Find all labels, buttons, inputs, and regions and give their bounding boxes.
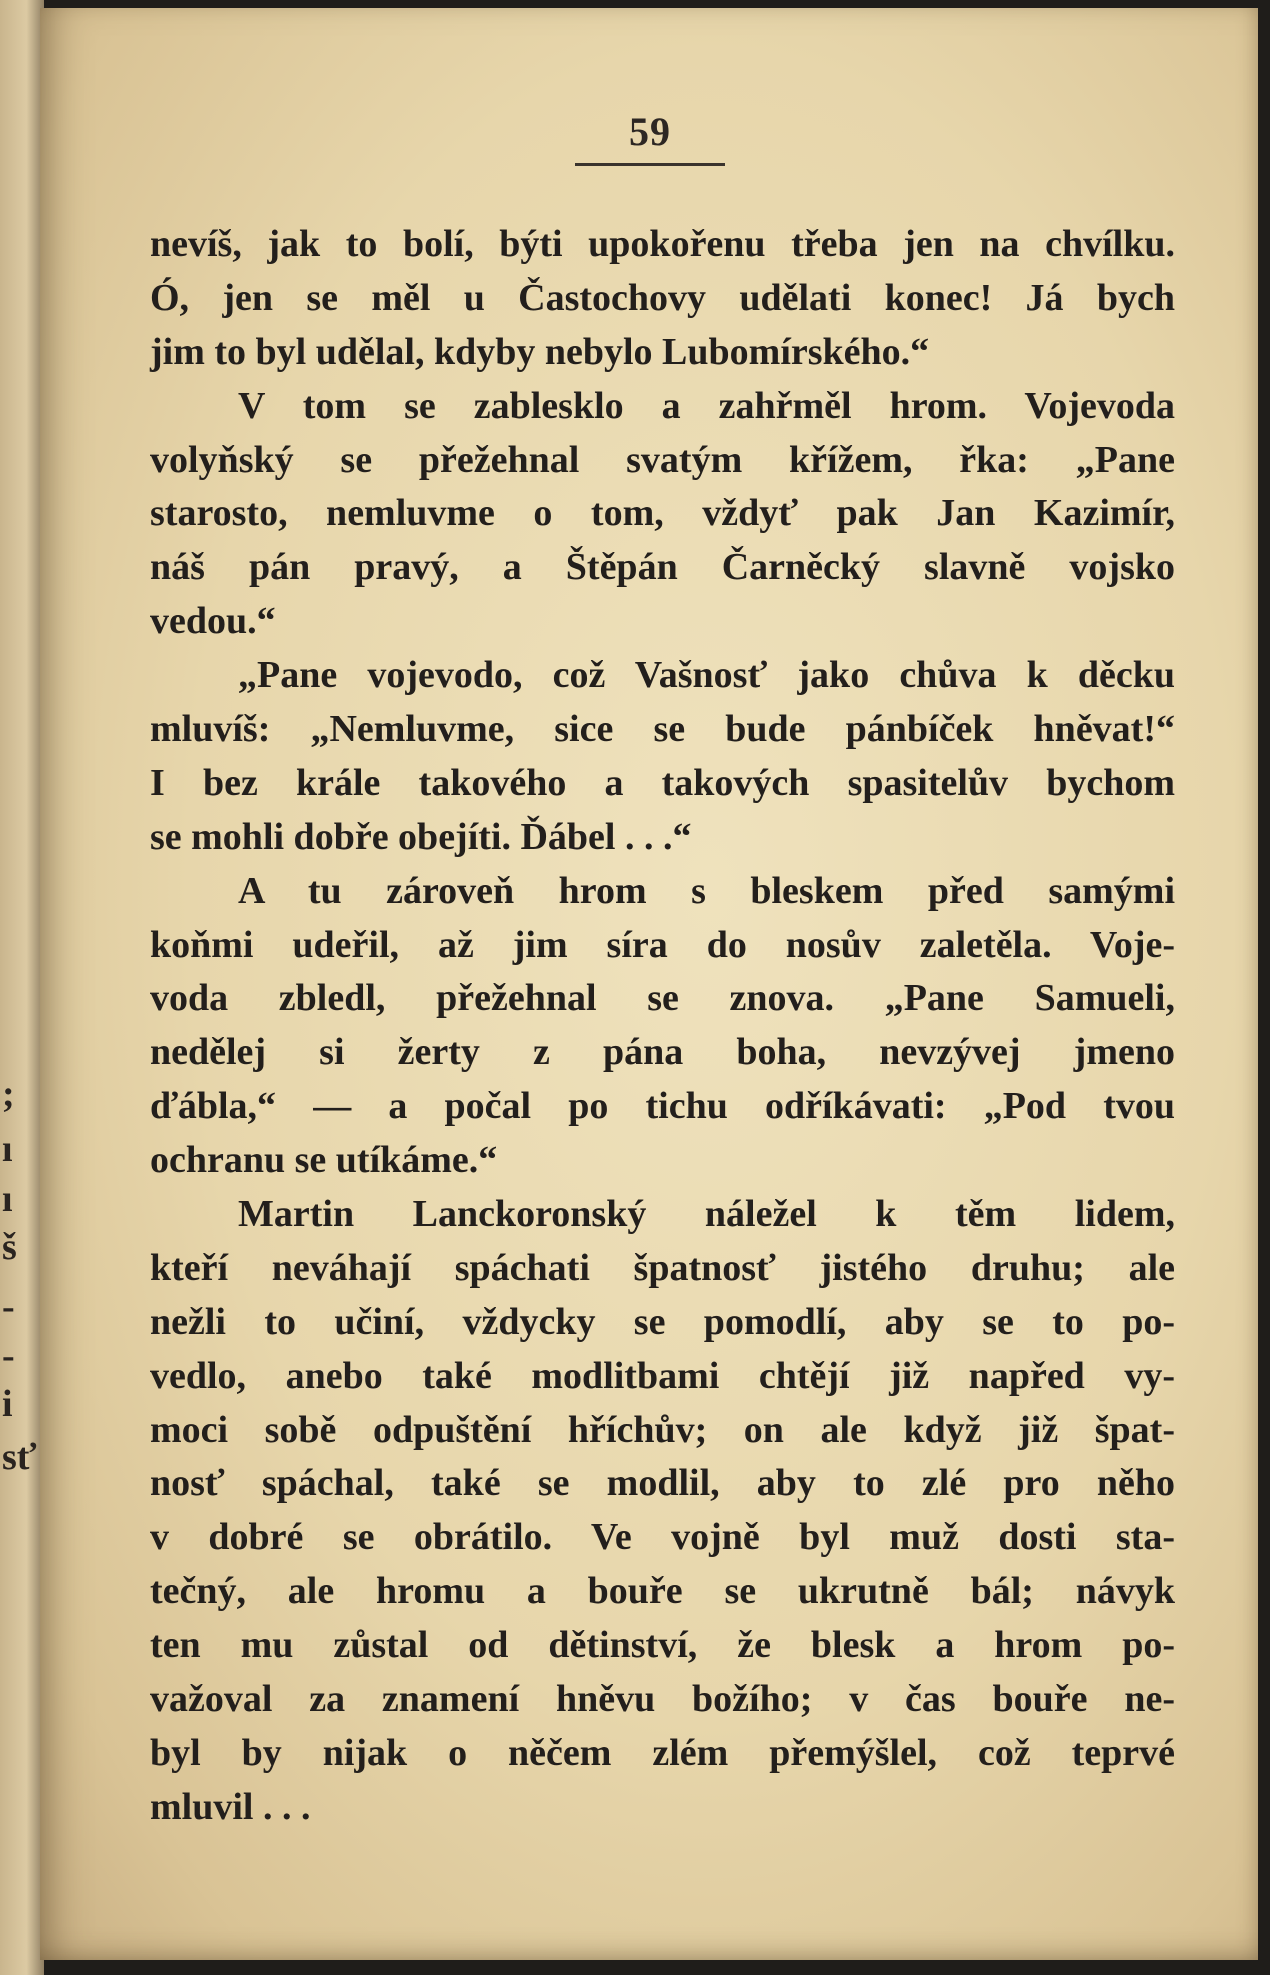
text-line: I bez krále takového a takových spasitelův bychom <box>150 761 1175 804</box>
text-line: Martin Lanckoronský náležel k těm lidem, <box>238 1193 1175 1236</box>
adjacent-page-fragment: ı <box>2 1178 13 1220</box>
text-line: kteří neváhají spáchati špatnosť jistého druhu; ale <box>150 1246 1175 1289</box>
book-page <box>40 8 1258 1960</box>
text-line: tečný, ale hromu a bouře se ukrutně bál; návyk <box>150 1570 1175 1613</box>
adjacent-page-fragment: š <box>2 1226 17 1268</box>
text-line: Ó, jen se měl u Častochovy udělati konec! Já bych <box>150 276 1175 319</box>
text-line: nosť spáchal, také se modlil, aby to zlé pro něho <box>150 1462 1175 1505</box>
text-line: voda zbledl, přežehnal se znova. „Pane Samueli, <box>150 977 1175 1020</box>
text-line: vedlo, anebo také modlitbami chtějí již napřed vy- <box>150 1354 1175 1397</box>
text-line: nevíš, jak to bolí, býti upokořenu třeba jen na chvílku. <box>150 223 1175 265</box>
text-line: A tu zároveň hrom s bleskem před samými <box>238 869 1175 912</box>
text-line: koňmi udeřil, až jim síra do nosův zaletěla. Voje- <box>150 923 1175 966</box>
text-line: nežli to učiní, vždycky se pomodlí, aby se to po- <box>150 1300 1175 1343</box>
text-line: mluvíš: „Nemluvme, sice se bude pánbíček hněvat!“ <box>150 708 1175 751</box>
adjacent-page-edge <box>0 0 44 1975</box>
header-rule <box>575 163 725 166</box>
text-line: ten mu zůstal od dětinství, že blesk a hrom po- <box>150 1624 1175 1667</box>
text-line: starosto, nemluvme o tom, vždyť pak Jan Kazimír, <box>150 492 1175 535</box>
adjacent-page-fragment: - <box>2 1335 15 1377</box>
page-header <box>555 108 745 166</box>
text-line: byl by nijak o něčem zlém přemýšlel, což teprvé <box>150 1731 1175 1774</box>
text-line: v dobré se obrátilo. Ve vojně byl muž dosti sta- <box>150 1516 1175 1559</box>
text-line: volyňský se přežehnal svatým křížem, řka: „Pane <box>150 438 1175 481</box>
page-number: 59 <box>629 109 671 154</box>
text-line: „Pane vojevodo, což Vašnosť jako chůva k děcku <box>238 654 1175 697</box>
text-line: moci sobě odpuštění hříchův; on ale když již špat- <box>150 1408 1175 1451</box>
text-line: važoval za znamení hněvu božího; v čas bouře ne- <box>150 1678 1175 1721</box>
text-line: V tom se zablesklo a zahřměl hrom. Vojevoda <box>238 384 1175 427</box>
text-line: mluvil . . . <box>150 1785 311 1828</box>
text-line: nedělej si žerty z pána boha, nevzývej jmeno <box>150 1031 1175 1074</box>
adjacent-page-fragment: ı <box>2 1128 13 1170</box>
text-line: náš pán pravý, a Štěpán Čarněcký slavně vojsko <box>150 546 1175 589</box>
adjacent-page-fragment: sť <box>2 1436 37 1478</box>
text-line: jim to byl udělal, kdyby nebylo Lubomírského.“ <box>150 330 930 373</box>
body-text <box>150 218 1175 1835</box>
adjacent-page-fragment: ; <box>2 1073 15 1115</box>
text-line: se mohli dobře obejíti. Ďábel . . .“ <box>150 815 692 858</box>
text-line: ochranu se utíkáme.“ <box>150 1139 498 1182</box>
adjacent-page-fragment: - <box>2 1286 15 1328</box>
text-line: vedou.“ <box>150 600 276 643</box>
adjacent-page-fragment: i <box>2 1383 13 1425</box>
text-line: ďábla,“ — a počal po tichu odříkávati: „Pod tvou <box>150 1085 1175 1128</box>
